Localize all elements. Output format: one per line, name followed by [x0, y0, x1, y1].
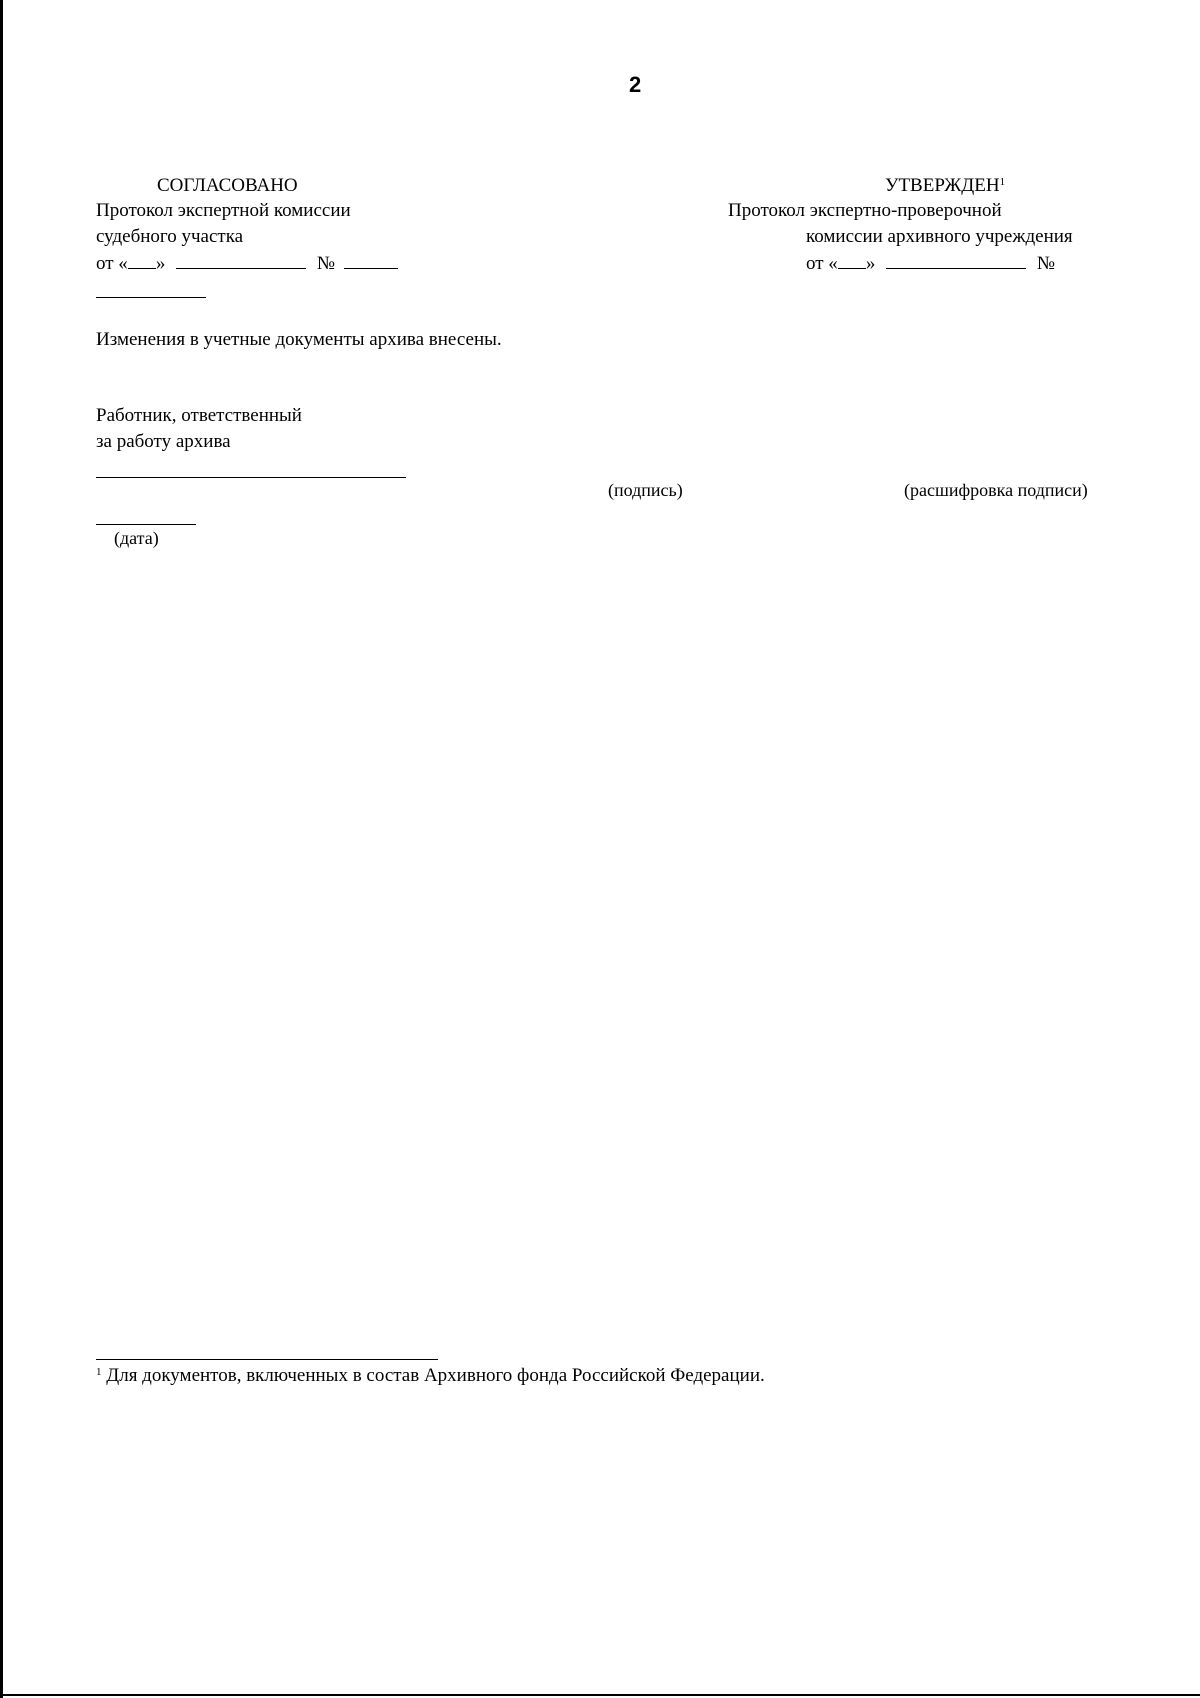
right-month-blank — [886, 251, 1026, 269]
right-heading — [885, 174, 1005, 198]
right-number-sign: № — [1036, 253, 1055, 274]
right-heading-footnote-ref: 1 — [999, 176, 1006, 188]
right-date-line — [806, 251, 1055, 276]
left-day-blank — [128, 251, 156, 269]
left-month-blank — [176, 251, 306, 269]
signature-decoding-label: (расшифровка подписи) — [904, 480, 1088, 500]
footnote-text: Для документов, включенных в состав Архивного фонда Российской Федерации. — [106, 1365, 765, 1386]
page-edge-bottom — [0, 1694, 1200, 1696]
left-date-close: » — [155, 253, 166, 274]
signature-label: (подпись) — [608, 480, 683, 500]
right-heading-text: УТВЕРЖДЕН — [885, 175, 1000, 196]
date-label: (дата) — [114, 528, 159, 548]
right-protocol-line2: комиссии архивного учреждения — [806, 226, 1073, 247]
worker-line1: Работник, ответственный — [96, 405, 302, 426]
right-day-blank — [838, 251, 866, 269]
worker-line2: за работу архива — [96, 431, 231, 452]
right-protocol-line1: Протокол экспертно-проверочной — [728, 200, 1002, 221]
left-number-blank — [344, 251, 398, 269]
left-date-line — [96, 251, 398, 276]
footnote — [96, 1364, 765, 1388]
page-edge-left — [0, 0, 3, 1698]
left-short-rule — [96, 297, 206, 298]
right-date-close: » — [865, 253, 876, 274]
left-protocol-line1: Протокол экспертной комиссии — [96, 200, 351, 221]
right-date-prefix: от « — [806, 253, 838, 274]
footnote-mark: 1 — [96, 1366, 102, 1378]
left-protocol-line2: судебного участка — [96, 226, 244, 247]
page-number: 2 — [629, 72, 642, 97]
left-number-sign: № — [316, 253, 335, 274]
statement-text: Изменения в учетные документы архива внесены. — [96, 329, 502, 350]
date-rule — [96, 524, 196, 525]
position-signature-rule — [96, 477, 406, 478]
left-heading: СОГЛАСОВАНО — [157, 175, 298, 196]
footnote-separator — [96, 1359, 438, 1360]
left-date-prefix: от « — [96, 253, 128, 274]
